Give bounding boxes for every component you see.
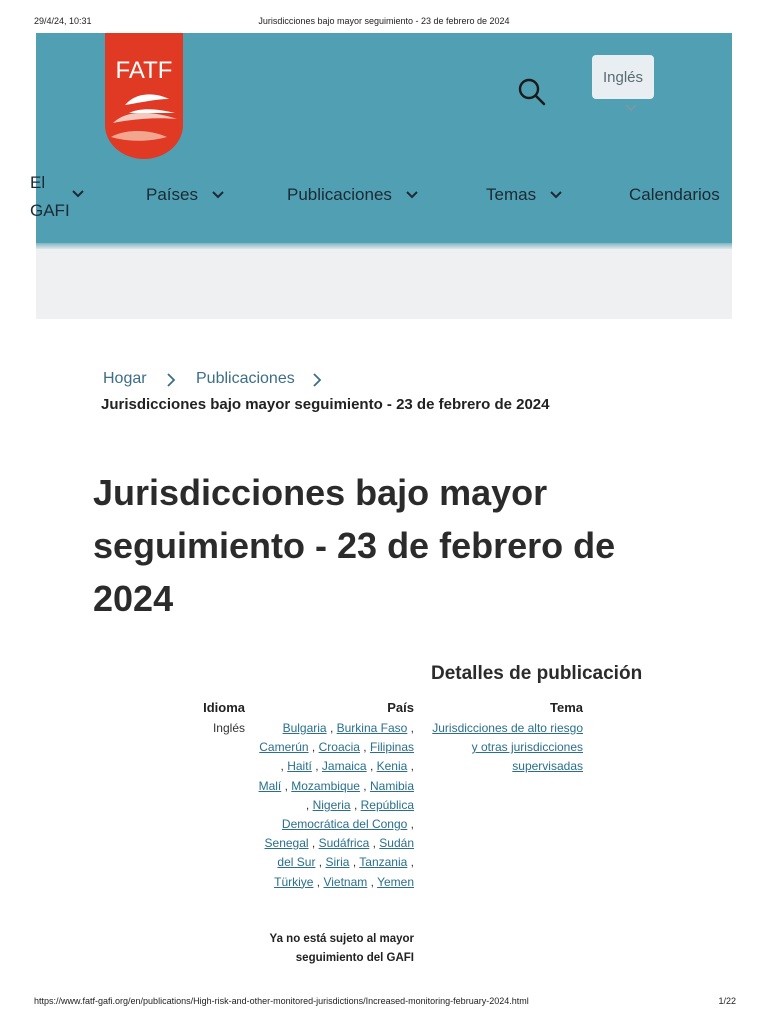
print-header — [0, 16, 768, 30]
nav-item-paises[interactable] — [146, 183, 224, 207]
site-header — [30, 33, 732, 243]
publication-details-heading: Detalles de publicación — [431, 663, 643, 684]
country-link[interactable]: Haití — [287, 759, 312, 774]
country-link[interactable]: Tanzania — [359, 855, 408, 870]
country-list: Bulgaria , Burkina Faso , Camerún , Croacia , Filipinas , Haití , Jamaica , Kenia , Malí , Mozambique , Namibia , Nigeria , República Democrática del Congo , Senegal , Sudáfrica , Sudán del Sur , Siria , Tanzania , Türkiye , Vietnam , Yemen — [258, 721, 414, 889]
country-link[interactable]: Sudáfrica — [318, 836, 370, 851]
theme-label: Tema — [550, 700, 583, 715]
country-label: País — [387, 700, 414, 715]
breadcrumb-current: Jurisdicciones bajo mayor seguimiento - 23 de febrero de 2024 — [101, 396, 550, 413]
theme-value — [426, 719, 583, 777]
country-link[interactable]: Siria — [325, 855, 350, 870]
country-link[interactable]: Malí — [258, 778, 282, 793]
country-link[interactable]: Namibia — [369, 778, 414, 793]
language-select-value: Inglés — [602, 68, 644, 86]
logo-text: FATF — [115, 57, 173, 84]
nav-item-gafi-label-2: GAFI — [30, 201, 70, 220]
no-longer-monitored-label: Ya no está sujeto al mayor seguimiento del GAFI — [269, 933, 414, 964]
nav-item-publicaciones[interactable] — [287, 183, 418, 207]
country-link[interactable]: Vietnam — [323, 874, 368, 889]
nav-item-label: Países — [146, 185, 198, 204]
breadcrumb-home[interactable]: Hogar — [103, 370, 147, 387]
hero-band — [36, 249, 732, 319]
nav-item-label: Publicaciones — [287, 185, 392, 204]
nav-item-gafi-label-1: El — [30, 173, 46, 192]
print-url: https://www.fatf-gafi.org/en/publications/High-risk-and-other-monitored-jurisdictions/Increased-monitoring-february-2024.html — [34, 996, 529, 1006]
language-value: Inglés — [212, 721, 245, 735]
country-link[interactable]: Camerún — [259, 740, 309, 755]
country-link[interactable]: Mozambique — [291, 778, 360, 793]
country-link[interactable]: Filipinas — [369, 740, 414, 755]
chevron-right-icon — [166, 373, 176, 387]
fatf-logo[interactable] — [105, 33, 183, 159]
print-footer — [0, 996, 768, 1010]
print-title: Jurisdicciones bajo mayor seguimiento - 23 de febrero de 2024 — [258, 16, 510, 26]
theme-link[interactable]: Jurisdicciones de alto riesgo y otras jurisdicciones supervisadas — [432, 721, 583, 774]
chevron-down-icon[interactable] — [624, 103, 638, 113]
print-page-number: 1/22 — [718, 996, 736, 1006]
chevron-down-icon — [550, 191, 562, 199]
chevron-down-icon — [406, 191, 418, 199]
nav-item-gafi[interactable] — [30, 169, 70, 225]
nav-item-temas[interactable] — [486, 183, 562, 207]
page-title: Jurisdicciones bajo mayor seguimiento - 23 de febrero de 2024 — [93, 472, 616, 619]
country-link[interactable]: Senegal — [264, 836, 309, 851]
country-link[interactable]: Türkiye — [274, 874, 314, 889]
country-link[interactable]: Nigeria — [312, 797, 351, 812]
country-link[interactable]: Sudán del Sur — [277, 836, 414, 870]
country-link[interactable]: Burkina Faso — [336, 721, 408, 735]
country-link[interactable]: Kenia — [376, 759, 408, 774]
country-link[interactable]: Croacia — [318, 740, 360, 755]
country-link[interactable]: Yemen — [377, 874, 414, 889]
language-select[interactable] — [592, 55, 654, 99]
chevron-right-icon — [312, 373, 322, 387]
nav-item-calendarios[interactable] — [629, 183, 720, 207]
print-datetime: 29/4/24, 10:31 — [34, 16, 92, 26]
language-label: Idioma — [203, 700, 245, 715]
country-link[interactable]: Jamaica — [321, 759, 367, 774]
nav-item-label: Temas — [486, 185, 537, 204]
country-link[interactable]: República Democrática del Congo — [281, 797, 414, 832]
chevron-down-icon[interactable] — [72, 190, 84, 198]
chevron-down-icon — [212, 191, 224, 199]
search-icon[interactable] — [517, 77, 547, 107]
breadcrumb-publicaciones[interactable]: Publicaciones — [196, 370, 295, 387]
nav-item-label: Calendarios — [629, 185, 720, 204]
country-link[interactable]: Bulgaria — [282, 721, 327, 735]
